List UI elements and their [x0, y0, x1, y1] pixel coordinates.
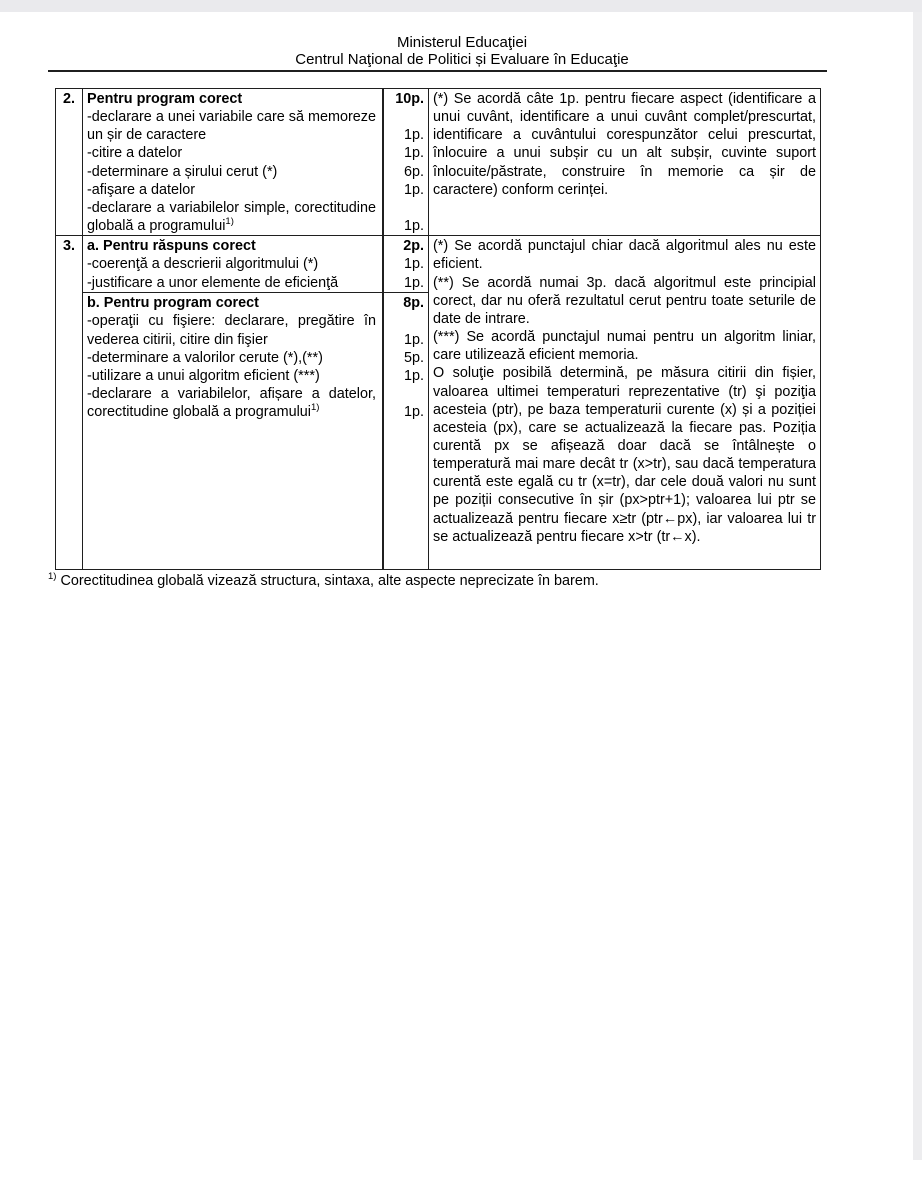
points-value: 1p.	[403, 274, 424, 291]
criteria-text: -determinare a valorilor cerute (*),(**)	[87, 349, 323, 366]
row-number: 3.	[56, 236, 83, 569]
note-paragraph: O soluţie posibilă determină, pe măsura citirii din fișier, valoarea ultimei temperaturi reprezentative (tr) şi poziţia acesteia (ptr), pe baza temperaturii curente (x) și a poziției acesteia (px), care se actualizează la fiecare pas. Poziția curentă px se afișează doar dacă se întâlnește o temperatură mai mare decât tr (x>tr), sau dacă temperatura curentă este egală cu tr (x=tr), dar cele două valori nu sunt pe poziții consecutive în șir (px>ptr+1); valoarea lui ptr se actualizează pentru fiecare x≥tr (ptr←px), iar valoarea lui tr se actualizează pentru fiecare x>tr (tr←x).	[433, 365, 816, 545]
header-divider-line	[48, 70, 827, 72]
viewer-top-strip	[0, 0, 922, 12]
rubric-table	[55, 88, 821, 570]
points-value: 10p.	[395, 91, 424, 107]
points-column-divider	[382, 89, 384, 235]
points-value: 1p.	[403, 331, 424, 348]
points-value: 1p.	[403, 127, 424, 144]
criteria-item	[83, 385, 428, 421]
footnote-text: Corectitudinea globală vizează structura, sintaxa, alte aspecte neprecizate în barem.	[60, 573, 599, 589]
points-value: 8p.	[403, 295, 424, 312]
criteria-item	[83, 181, 428, 199]
points-value: 1p.	[403, 404, 424, 421]
criteria-text: -citire a datelor	[87, 145, 183, 162]
criteria-text: a. Pentru răspuns corect	[87, 238, 256, 255]
criteria-cell	[83, 236, 428, 569]
criteria-item	[83, 90, 428, 108]
document-header	[48, 34, 876, 68]
criteria-item	[83, 312, 428, 348]
criteria-text: -declarare a variabilelor simple, corectitudine globală a programului$^{1)}$	[87, 199, 376, 235]
note-paragraph: (**) Se acordă numai 3p. dacă algoritmul este principial corect, dar nu oferă rezultatul cerut pentru toate seturile de date de intrare.	[433, 274, 816, 327]
points-column-divider	[382, 236, 384, 569]
criteria-item	[83, 349, 428, 367]
criteria-cell	[83, 89, 428, 235]
criteria-item	[83, 274, 428, 292]
viewer-scrollbar-strip[interactable]	[913, 12, 922, 1160]
criteria-text: b. Pentru program corect	[87, 295, 259, 312]
criteria-item	[83, 294, 428, 312]
criteria-section	[83, 89, 428, 235]
note-paragraph: (***) Se acordă punctajul numai pentru un algoritm liniar, care utilizează eficient memoria.	[433, 329, 816, 364]
criteria-item	[83, 108, 428, 144]
criteria-item	[83, 237, 428, 255]
criteria-section	[83, 293, 428, 421]
center-subtitle: Centrul Naţional de Politici și Evaluare în Educaţie	[295, 51, 629, 68]
notes-cell	[428, 89, 820, 235]
note-paragraph: (*) Se acordă punctajul chiar dacă algoritmul ales nu este eficient.	[433, 238, 816, 273]
criteria-text: -declarare a unei variabile care să memoreze un șir de caractere	[87, 109, 376, 144]
points-value: 1p.	[403, 218, 424, 235]
criteria-footnote-ref: 1)	[311, 402, 320, 414]
table-row	[56, 89, 820, 235]
points-value: 1p.	[403, 181, 424, 198]
criteria-item	[83, 255, 428, 273]
ministry-title: Ministerul Educaţiei	[396, 34, 528, 51]
criteria-item	[83, 199, 428, 235]
table-row	[56, 235, 820, 569]
footnote-marker: 1)	[48, 571, 57, 583]
criteria-text: -operaţii cu fişiere: declarare, pregătire în vederea citirii, citire din fişier	[87, 313, 376, 348]
criteria-footnote-ref: 1)	[225, 216, 234, 228]
criteria-text: -declarare a variabilelor, afișare a datelor, corectitudine globală a programului$^{1)}$	[87, 386, 376, 421]
footnote	[48, 572, 838, 590]
criteria-text: -afişare a datelor	[87, 181, 195, 198]
points-value: 1p.	[403, 256, 424, 273]
criteria-item	[83, 367, 428, 385]
points-value: 1p.	[403, 367, 424, 384]
points-value: 1p.	[403, 145, 424, 162]
criteria-text: -utilizare a unui algoritm eficient (***)	[87, 367, 320, 384]
criteria-text: -justificare a unor elemente de eficienţă	[87, 274, 339, 291]
points-value: 6p.	[403, 163, 424, 180]
points-value: 2p.	[403, 238, 424, 255]
criteria-text: -coerenţă a descrierii algoritmului (*)	[87, 256, 319, 273]
criteria-item	[83, 163, 428, 181]
points-value: 5p.	[403, 349, 424, 366]
note-paragraph: (*) Se acordă câte 1p. pentru fiecare aspect (identificare a unui cuvânt, identificare a unui cuvânt complet/prescurtat, identificare a cuvântului corespunzător celui prescurtat, înlocuire a unui subșir cu un alt subșir, cuvinte suport înlocuite/păstrate, construire în memorie ca șir de caractere) conform cerinței.	[433, 91, 816, 198]
notes-cell	[428, 236, 820, 569]
criteria-section	[83, 236, 428, 293]
criteria-item	[83, 144, 428, 162]
row-number: 2.	[56, 89, 83, 235]
criteria-text: Pentru program corect	[87, 91, 243, 107]
criteria-text: -determinare a șirului cerut (*)	[87, 163, 278, 180]
